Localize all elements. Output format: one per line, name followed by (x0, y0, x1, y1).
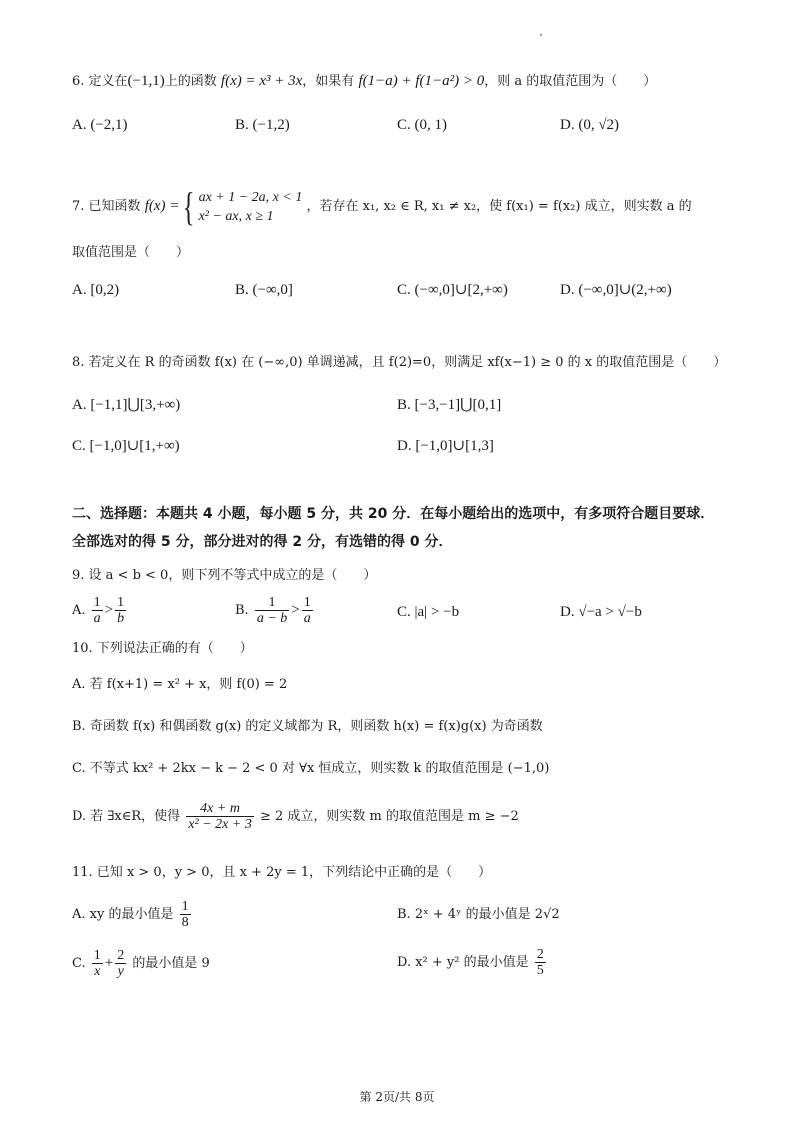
q8-option-c: C. [−1,0]∪[1,+∞) (72, 438, 180, 454)
page-footer: 第 2页/共 8页 (359, 1090, 435, 1104)
q9-option-d: D. √−a > √−b (560, 604, 642, 620)
q10-option-b: B. 奇函数 f(x) 和偶函数 g(x) 的定义域都为 R，则函数 h(x) = f(x)g(x) 为奇函数 (72, 719, 543, 734)
q11-c-frac-1: $\frac{1}{x}$ (93, 948, 101, 979)
q9-a-frac-left: $\frac{1}{a}$ (93, 595, 101, 626)
q6-stem (72, 72, 656, 91)
q11-d-numerator: 2 (536, 947, 544, 962)
q6-domain: (−1,1) (127, 73, 165, 89)
q11-a-denominator: 8 (181, 915, 189, 930)
q9-stem: 9. 设 a < b < 0，则下列不等式中成立的是（ ） (72, 568, 377, 583)
q6-mid2: ，如果有 (302, 74, 355, 89)
q7-prefix: 7. 已知函数 (72, 199, 141, 214)
q7-brace: { (183, 183, 195, 229)
q9-option-b-label: B. (235, 603, 249, 618)
q10-d-suffix: ≥ 2 成立，则实数 m 的取值范围是 m ≥ −2 (259, 809, 519, 824)
q10-stem: 10. 下列说法正确的有（ ） (72, 641, 253, 656)
q7-option-a: A. [0,2) (72, 282, 120, 298)
q7-option-b: B. (−∞,0] (235, 282, 293, 298)
q11-stem: 11. 已知 x > 0，y > 0，且 x + 2y = 1，下列结论中正确的是（ ） (72, 865, 492, 880)
q6-option-d: D. (0, √2) (560, 117, 620, 133)
q7-case2: x² − ax, x ≥ 1 (198, 208, 274, 224)
q11-option-a (72, 898, 193, 932)
q11-a-text: A. xy 的最小值是 (72, 907, 174, 922)
section-2-heading: 二、选择题：本题共 4 小题，每小题 5 分，共 20 分．在每小题给出的选项中，有多项符合题目要球．全部选对的得 5 分，部分进对的得 2 分，有选错的得 0 分． (72, 506, 715, 550)
q10-option-c: C. 不等式 kx² + 2kx − k − 2 < 0 对 ∀x 恒成立，则实数 k 的取值范围是 (−1,0) (72, 761, 550, 776)
q7-case1: ax + 1 − 2a, x < 1 (198, 189, 303, 205)
q6-suffix: ，则 a 的取值范围为（ ） (484, 74, 657, 89)
q9-a-frac-right: $\frac{1}{b}$ (117, 595, 125, 626)
q6-prefix: 6. 定义在 (72, 74, 128, 89)
q11-option-d (397, 946, 548, 980)
q7-option-c: C. (−∞,0]∪[2,+∞) (397, 282, 508, 298)
q7-piecewise (199, 188, 303, 226)
q7-stem (72, 184, 692, 229)
q11-a-numerator: 1 (181, 899, 189, 914)
q6-function: f(x) = x³ + 3x (220, 73, 303, 89)
q6-mid1: 上的函数 (164, 74, 217, 89)
q11-c-frac-2: $\frac{2}{y}$ (117, 948, 125, 979)
q6-condition: f(1−a) + f(1−a²) > 0 (358, 73, 485, 89)
q9-b-frac-left: $\frac{1}{a - b}$ (256, 595, 288, 626)
scan-dot (540, 34, 542, 36)
q8-stem: 8. 若定义在 R 的奇函数 f(x) 在 (−∞,0) 单调递减，且 f(2)=0，则满足 xf(x−1) ≥ 0 的 x 的取值范围是（ ） (72, 355, 727, 370)
q10-d-numerator: 4x + m (186, 801, 254, 817)
q7-option-d: D. (−∞,0]∪(2,+∞) (560, 282, 672, 298)
q11-c-text: 的最小值是 9 (132, 956, 210, 971)
q11-option-b: B. 2ˣ + 4ʸ 的最小值是 2√2 (397, 907, 560, 922)
q6-option-b: B. (−1,2) (235, 117, 290, 133)
q7-mid: ，若存在 x₁, x₂ ∈ R, x₁ ≠ x₂，使 f(x₁) = f(x₂) 成立，则实数 a 的 (306, 199, 692, 214)
q10-d-prefix: D. 若 ∃x∈R，使得 (72, 809, 181, 824)
q8-option-b: B. [−3,−1]⋃[0,1] (397, 397, 502, 413)
q9-option-a-label: A. (72, 603, 86, 618)
q11-option-c: C. $\frac{1}{x}$ + $\frac{2}{y}$ 的最小值是 9 (72, 948, 210, 979)
q11-d-denominator: 5 (536, 963, 544, 978)
q6-option-c: C. (0, 1) (397, 117, 447, 133)
q10-option-a: A. 若 f(x+1) = x² + x，则 f(0) = 2 (72, 677, 288, 692)
q11-a-fraction (180, 899, 191, 930)
q6-option-a: A. (−2,1) (72, 117, 128, 133)
q9-option-a: A. $\frac{1}{a}$ > $\frac{1}{b}$ (72, 595, 125, 626)
q7-function-name: f(x) = (144, 198, 180, 214)
q10-d-denominator: x² − 2x + 3 (188, 817, 252, 832)
q9-b-frac-right: $\frac{1}{a}$ (303, 595, 311, 626)
q11-d-text: D. x² + y² 的最小值是 (397, 955, 529, 970)
q8-option-a: A. [−1,1]⋃[3,+∞) (72, 397, 181, 413)
q11-d-fraction (535, 947, 546, 978)
q9-option-c: C. |a| > −b (397, 604, 460, 620)
q9-option-b: B. $\frac{1}{a - b}$ > $\frac{1}{a}$ (235, 595, 311, 626)
q8-option-d: D. [−1,0]∪[1,3] (397, 438, 494, 454)
q7-line2: 取值范围是（ ） (72, 245, 190, 260)
q10-option-d (72, 800, 519, 834)
q10-d-fraction (186, 801, 254, 832)
